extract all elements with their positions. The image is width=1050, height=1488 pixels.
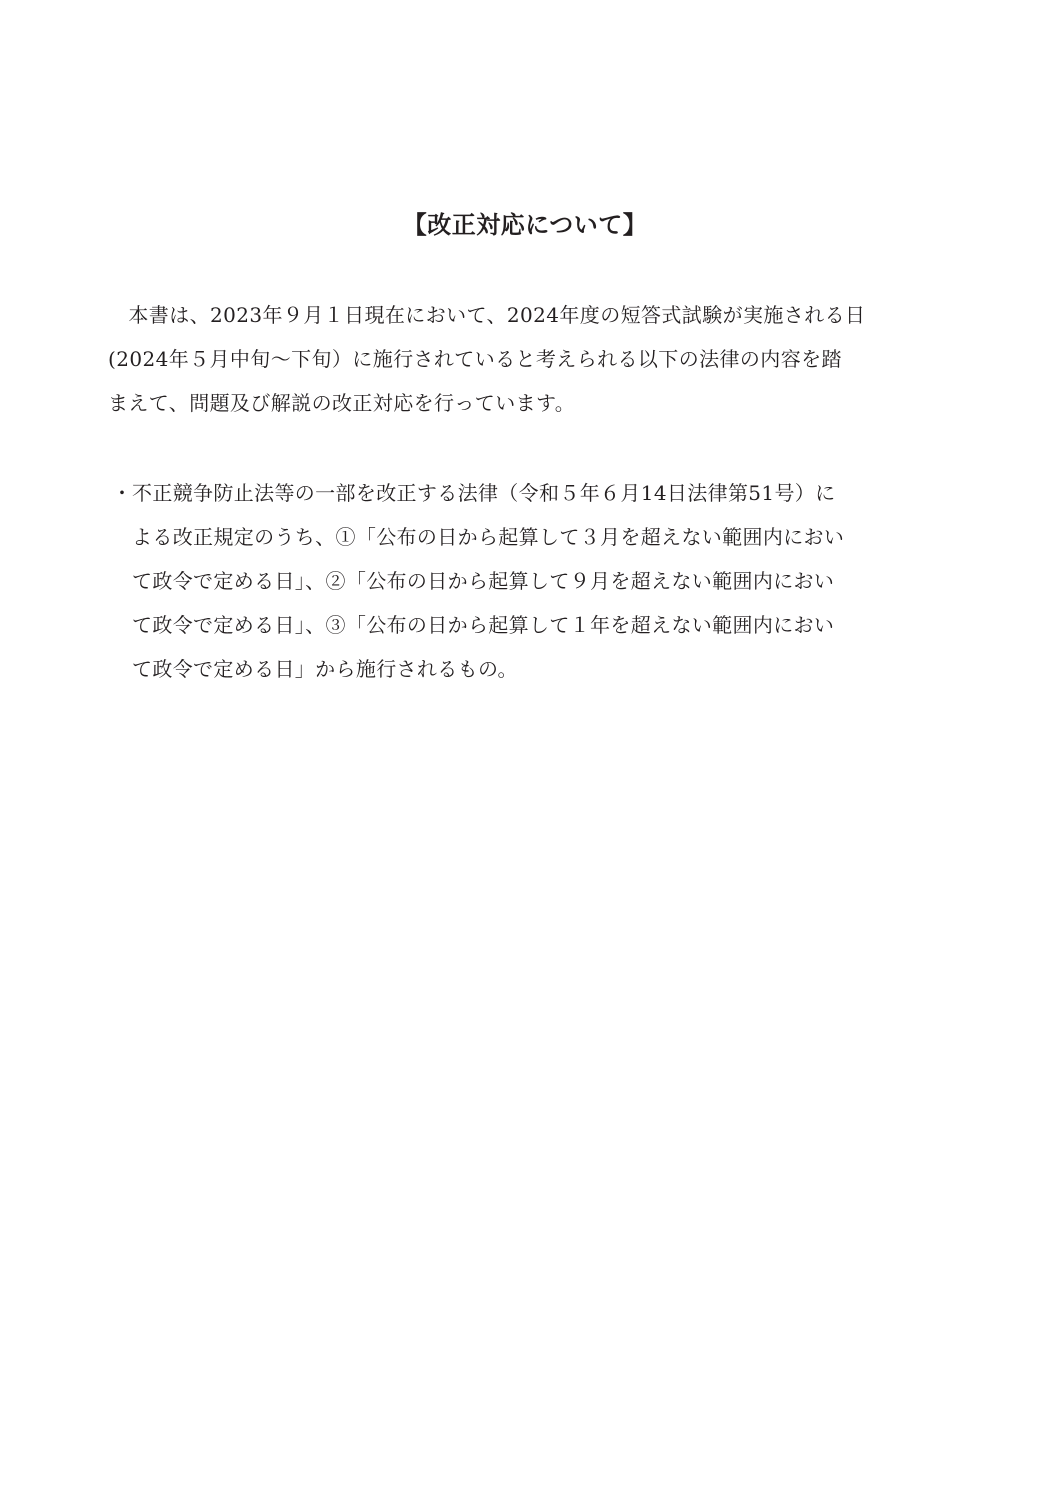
intro-paragraph xyxy=(108,293,940,425)
amendment-line-4: て政令で定める日」、③「公布の日から起算して１年を超えない範囲内におい xyxy=(132,613,835,637)
amendment-line-3: て政令で定める日」、②「公布の日から起算して９月を超えない範囲内におい xyxy=(132,569,835,593)
bullet-mark: ・ xyxy=(112,481,132,505)
amendment-text xyxy=(132,471,944,691)
amendment-line-1: 不正競争防止法等の一部を改正する法律（令和５年６月14日法律第51号）に xyxy=(132,481,836,505)
intro-line-1: 本書は、2023年９月１日現在において、2024年度の短答式試験が実施される日 xyxy=(108,303,866,327)
intro-line-2: (2024年５月中旬～下旬）に施行されていると考えられる以下の法律の内容を踏 xyxy=(108,347,842,371)
page-title: 【改正対応について】 xyxy=(402,211,648,239)
intro-line-3: まえて、問題及び解説の改正対応を行っています。 xyxy=(108,391,576,415)
amendment-line-2: よる改正規定のうち、①「公布の日から起算して３月を超えない範囲内におい xyxy=(132,525,845,549)
amendment-line-5: て政令で定める日」から施行されるもの。 xyxy=(132,657,518,681)
